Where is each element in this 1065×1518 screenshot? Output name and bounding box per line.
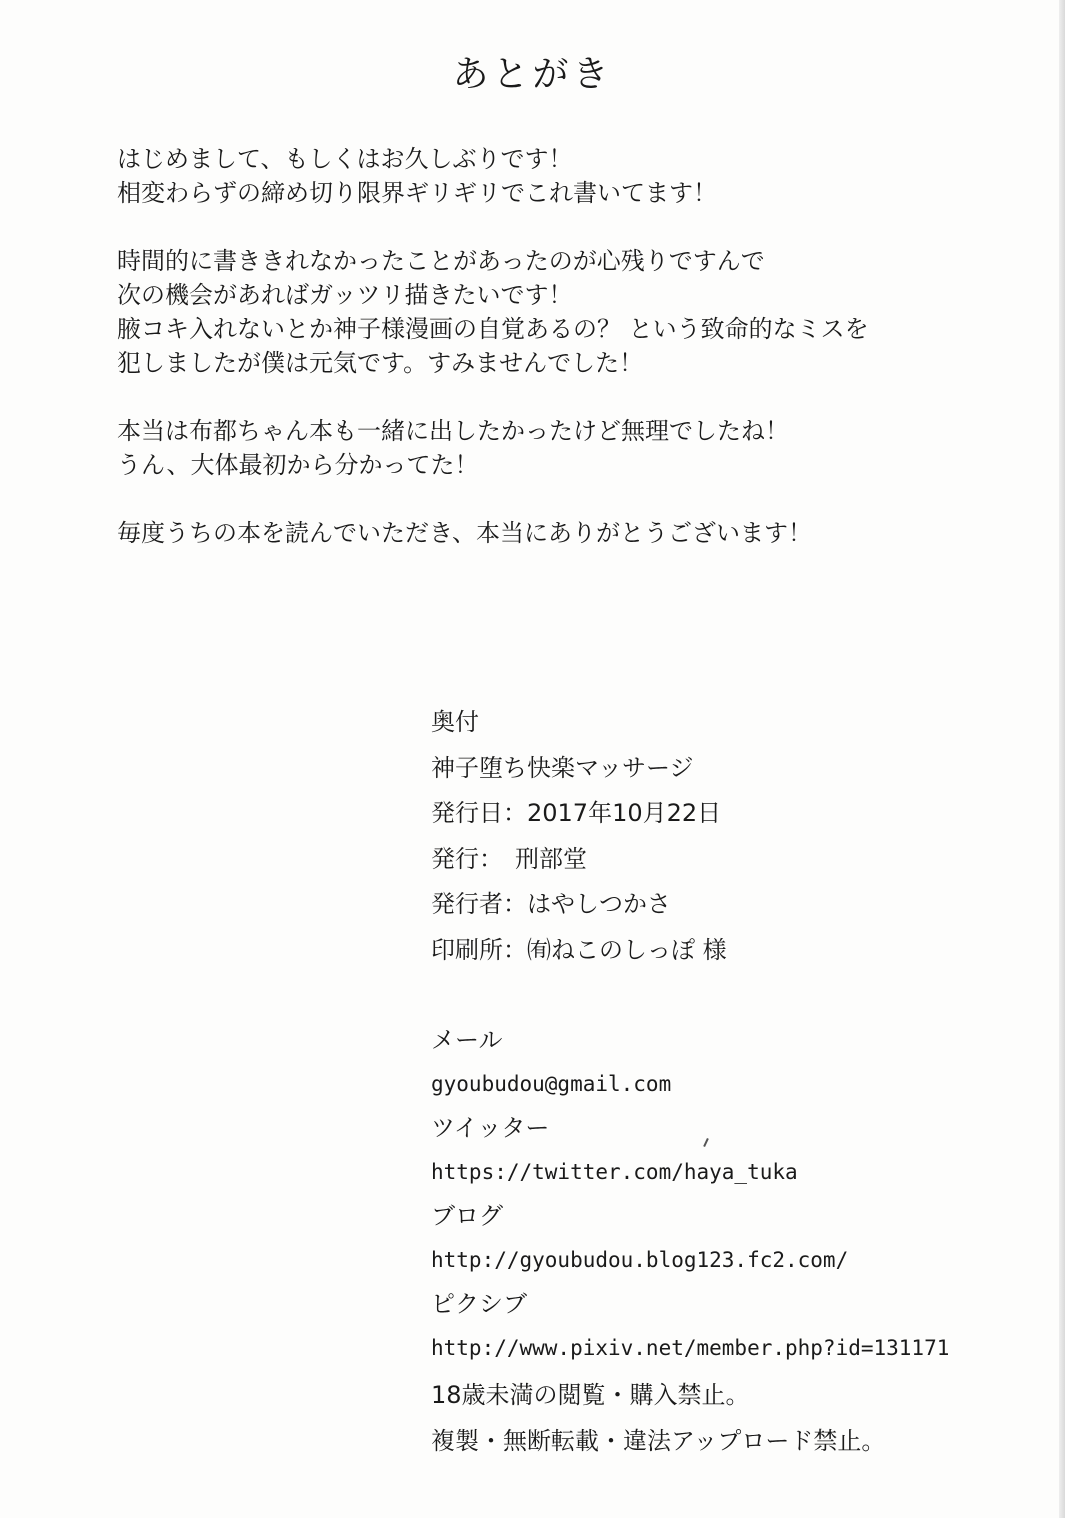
blog-label: ブログ	[431, 1202, 503, 1230]
page-title: あとがき	[452, 54, 613, 95]
page-edge	[1059, 0, 1065, 1518]
afterword-line: 本当は布都ちゃん本も一緒に出したかったけど無理でしたね！	[117, 417, 789, 445]
afterword-line: 腋コキ入れないとか神子様漫画の自覚あるの？ という致命的なミスを	[117, 315, 869, 343]
afterword-paragraph	[117, 516, 997, 550]
afterword-line: 時間的に書ききれなかったことがあったのが心残りですんで	[117, 247, 765, 275]
mail-address: gyoubudou@gmail.com	[431, 1072, 672, 1096]
afterword-line: 相変わらずの締め切り限界ギリギリでこれ書いてます！	[117, 179, 717, 207]
issuer: 発行者：はやしつかさ	[431, 890, 671, 918]
legal-notices	[431, 1372, 885, 1464]
afterword-line: はじめまして、もしくはお久しぶりです！	[117, 145, 573, 173]
blog-url: http://gyoubudou.blog123.fc2.com/	[431, 1248, 849, 1272]
afterword-paragraph	[117, 414, 997, 482]
age-notice: 18歳未満の閲覧・購入禁止。	[431, 1381, 750, 1409]
pixiv-url: http://www.pixiv.net/member.php?id=131171	[431, 1336, 950, 1360]
afterword-line: 毎度うちの本を読んでいただき、本当にありがとうございます！	[117, 519, 813, 547]
copy-notice: 複製・無断転載・違法アップロード禁止。	[431, 1427, 886, 1455]
contact-list	[431, 1018, 949, 1370]
pixiv-label: ピクシブ	[431, 1290, 527, 1318]
colophon	[431, 700, 727, 973]
afterword-paragraph	[117, 142, 997, 210]
afterword-line: 犯しましたが僕は元気です。すみませんでした！	[117, 349, 644, 377]
book-title: 神子堕ち快楽マッサージ	[431, 753, 694, 782]
afterword-line: 次の機会があればガッツリ描きたいです！	[117, 281, 573, 309]
afterword-paragraph	[117, 244, 997, 380]
colophon-heading: 奥付	[431, 708, 479, 736]
issue-date: 発行日：2017年10月22日	[431, 799, 722, 827]
mail-label: メール	[431, 1026, 503, 1054]
afterword-line: うん、大体最初から分かってた！	[117, 451, 479, 479]
twitter-url: https://twitter.com/haya_tuka	[431, 1160, 798, 1184]
publisher: 発行： 刑部堂	[431, 844, 587, 873]
printer: 印刷所：㈲ねこのしっぽ 様	[431, 935, 727, 964]
twitter-label: ツイッター	[431, 1114, 550, 1142]
afterword-body	[117, 142, 997, 584]
